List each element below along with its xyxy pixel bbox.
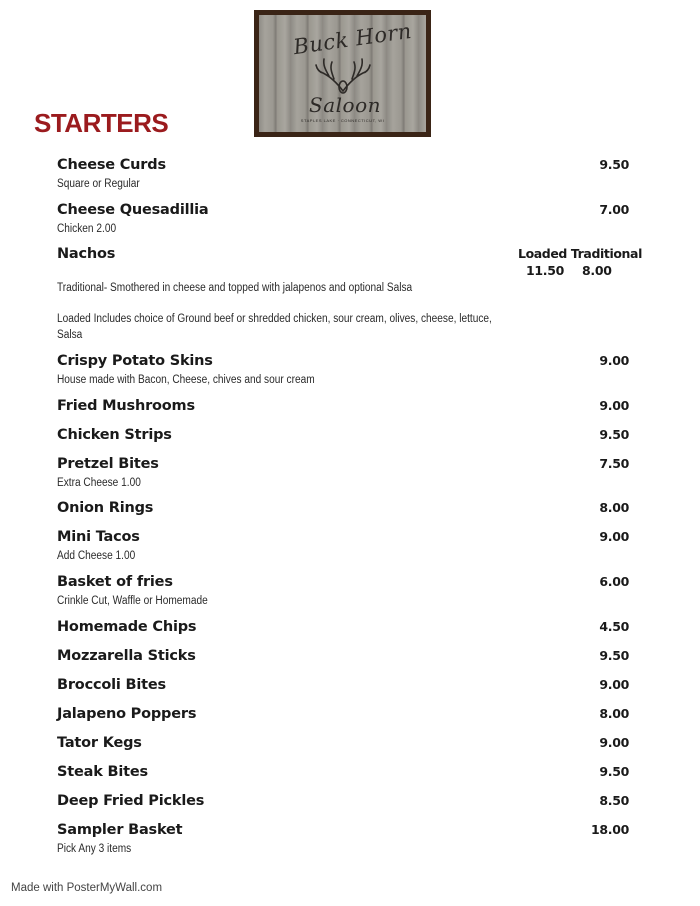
item-price: 9.00	[599, 677, 629, 692]
item-price: 8.50	[599, 793, 629, 808]
item-price: 8.00	[599, 706, 629, 721]
item-name: Crispy Potato Skins	[57, 353, 213, 369]
item-name: Pretzel Bites	[57, 456, 159, 472]
item-name: Jalapeno Poppers	[57, 706, 197, 722]
item-description: Pick Any 3 items	[57, 843, 132, 855]
item-name: Deep Fried Pickles	[57, 793, 205, 809]
item-description: Add Cheese 1.00	[57, 550, 136, 562]
item-description: Chicken 2.00	[57, 223, 117, 235]
item-description: Extra Cheese 1.00	[57, 477, 141, 489]
item-name: Broccoli Bites	[57, 677, 166, 693]
item-price: 18.00	[590, 822, 629, 837]
item-price: 7.50	[599, 456, 629, 471]
logo-tagline: STAPLES LAKE · CONNECTICUT, WI	[300, 118, 385, 123]
item-name: Basket of fries	[57, 574, 173, 590]
item-description: House made with Bacon, Cheese, chives and sour cream	[57, 374, 315, 386]
item-name: Cheese Curds	[57, 157, 166, 173]
item-name: Steak Bites	[57, 764, 148, 780]
item-price: 9.50	[599, 764, 629, 779]
nachos-price-loaded: 11.50	[526, 263, 565, 278]
item-description: Crinkle Cut, Waffle or Homemade	[57, 595, 208, 607]
logo-line-1: Buck Horn	[291, 18, 414, 60]
item-price: 9.50	[599, 648, 629, 663]
item-name: Mini Tacos	[57, 529, 140, 545]
item-description: Square or Regular	[57, 178, 140, 190]
item-price: 4.50	[599, 619, 629, 634]
nachos-price-header: Loaded Traditional	[518, 246, 642, 261]
nachos-description-traditional: Traditional- Smothered in cheese and topped with jalapenos and optional Salsa	[57, 282, 413, 294]
item-price: 9.50	[599, 427, 629, 442]
item-price: 8.00	[599, 500, 629, 515]
item-price: 9.00	[599, 398, 629, 413]
item-name: Cheese Quesadillia	[57, 202, 209, 218]
item-price: 9.50	[599, 157, 629, 172]
item-price: 9.00	[599, 529, 629, 544]
item-price: 7.00	[599, 202, 629, 217]
footer-credit: Made with PosterMyWall.com	[11, 882, 163, 894]
item-name: Sampler Basket	[57, 822, 183, 838]
item-price: 9.00	[599, 353, 629, 368]
section-title: STARTERS	[34, 108, 169, 138]
item-name: Onion Rings	[57, 500, 154, 516]
item-name: Chicken Strips	[57, 427, 172, 443]
logo-line-2: Saloon	[309, 93, 381, 117]
antler-skull-icon	[315, 57, 371, 95]
item-name: Mozzarella Sticks	[57, 648, 196, 664]
item-name: Homemade Chips	[57, 619, 197, 635]
item-price: 9.00	[599, 735, 629, 750]
nachos-description-loaded: Loaded Includes choice of Ground beef or shredded chicken, sour cream, olives, cheese, lettuce, Salsa	[57, 313, 492, 341]
item-name: Nachos	[57, 246, 116, 262]
item-name: Fried Mushrooms	[57, 398, 195, 414]
item-price: 6.00	[599, 574, 629, 589]
saloon-logo	[254, 10, 431, 137]
item-name: Tator Kegs	[57, 735, 142, 751]
nachos-price-traditional: 8.00	[582, 263, 612, 278]
